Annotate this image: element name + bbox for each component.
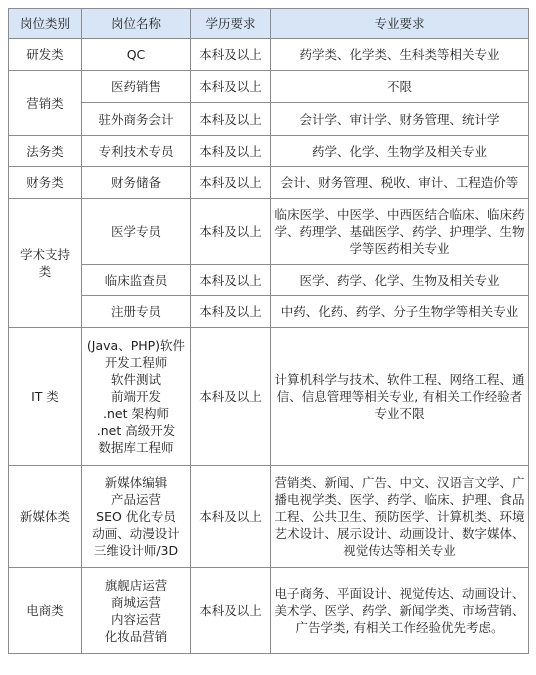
table-row (9, 136, 529, 167)
education-cell: 本科及以上 (191, 39, 271, 71)
major-cell: 医学、药学、化学、生物及相关专业 (271, 265, 529, 296)
table-row (9, 103, 529, 136)
major-cell: 会计、财务管理、税收、审计、工程造价等 (271, 167, 529, 199)
table-row (9, 328, 529, 466)
category-cell: 研发类 (9, 39, 82, 71)
major-cell: 临床医学、中医学、中西医结合临床、临床药 学、药理学、基础医学、药学、护理学、生物 学等医药相关专业 (271, 199, 529, 265)
major-cell: 不限 (271, 71, 529, 103)
major-cell: 药学类、化学类、生科类等相关专业 (271, 39, 529, 71)
header-major: 专业要求 (271, 9, 529, 39)
category-cell: 财务类 (9, 167, 82, 199)
position-cell: 注册专员 (82, 296, 191, 328)
position-cell: QC (82, 39, 191, 71)
major-cell: 电子商务、平面设计、视觉传达、动画设计、 美术学、医学、药学、新闻学类、市场营销、 广告学类, 有相关工作经验优先考虑。 (271, 568, 529, 654)
major-cell: 中药、化药、药学、分子生物学等相关专业 (271, 296, 529, 328)
education-cell: 本科及以上 (191, 568, 271, 654)
table-row (9, 39, 529, 71)
education-cell: 本科及以上 (191, 265, 271, 296)
major-cell: 营销类、新闻、广告、中文、汉语言文学、广 播电视学类、医学、药学、临床、护理、食品 工程、公共卫生、预防医学、计算机类、环境 艺术设计、展示设计、动画设计、数字媒体、 视觉传达等相关专业 (271, 466, 529, 568)
education-cell: 本科及以上 (191, 167, 271, 199)
position-cell: 旗舰店运营 商城运营 内容运营 化妆品营销 (82, 568, 191, 654)
header-category: 岗位类别 (9, 9, 82, 39)
position-cell: 财务储备 (82, 167, 191, 199)
major-cell: 计算机科学与技术、软件工程、网络工程、通 信、信息管理等相关专业, 有相关工作经验者 专业不限 (271, 328, 529, 466)
position-cell: 新媒体编辑 产品运营 SEO 优化专员 动画、动漫设计 三维设计师/3D (82, 466, 191, 568)
education-cell: 本科及以上 (191, 466, 271, 568)
major-cell: 会计学、审计学、财务管理、统计学 (271, 103, 529, 136)
table-row (9, 265, 529, 296)
category-cell: 营销类 (9, 71, 82, 136)
position-cell: 医学专员 (82, 199, 191, 265)
major-cell: 药学、化学、生物学及相关专业 (271, 136, 529, 167)
category-cell: 新媒体类 (9, 466, 82, 568)
education-cell: 本科及以上 (191, 103, 271, 136)
job-requirements-table (8, 8, 529, 654)
education-cell: 本科及以上 (191, 328, 271, 466)
category-cell: IT 类 (9, 328, 82, 466)
header-position: 岗位名称 (82, 9, 191, 39)
position-cell: 专利技术专员 (82, 136, 191, 167)
education-cell: 本科及以上 (191, 296, 271, 328)
category-cell: 电商类 (9, 568, 82, 654)
position-cell: (Java、PHP)软件 开发工程师 软件测试 前端开发 .net 架构师 .net 高级开发 数据库工程师 (82, 328, 191, 466)
header-row (9, 9, 529, 39)
table-row (9, 466, 529, 568)
table-row (9, 296, 529, 328)
education-cell: 本科及以上 (191, 199, 271, 265)
header-education: 学历要求 (191, 9, 271, 39)
position-cell: 驻外商务会计 (82, 103, 191, 136)
table-row (9, 568, 529, 654)
table-row (9, 199, 529, 265)
position-cell: 临床监查员 (82, 265, 191, 296)
education-cell: 本科及以上 (191, 136, 271, 167)
table-row (9, 71, 529, 103)
position-cell: 医药销售 (82, 71, 191, 103)
education-cell: 本科及以上 (191, 71, 271, 103)
category-cell: 学术支持 类 (9, 199, 82, 328)
category-cell: 法务类 (9, 136, 82, 167)
table-row (9, 167, 529, 199)
